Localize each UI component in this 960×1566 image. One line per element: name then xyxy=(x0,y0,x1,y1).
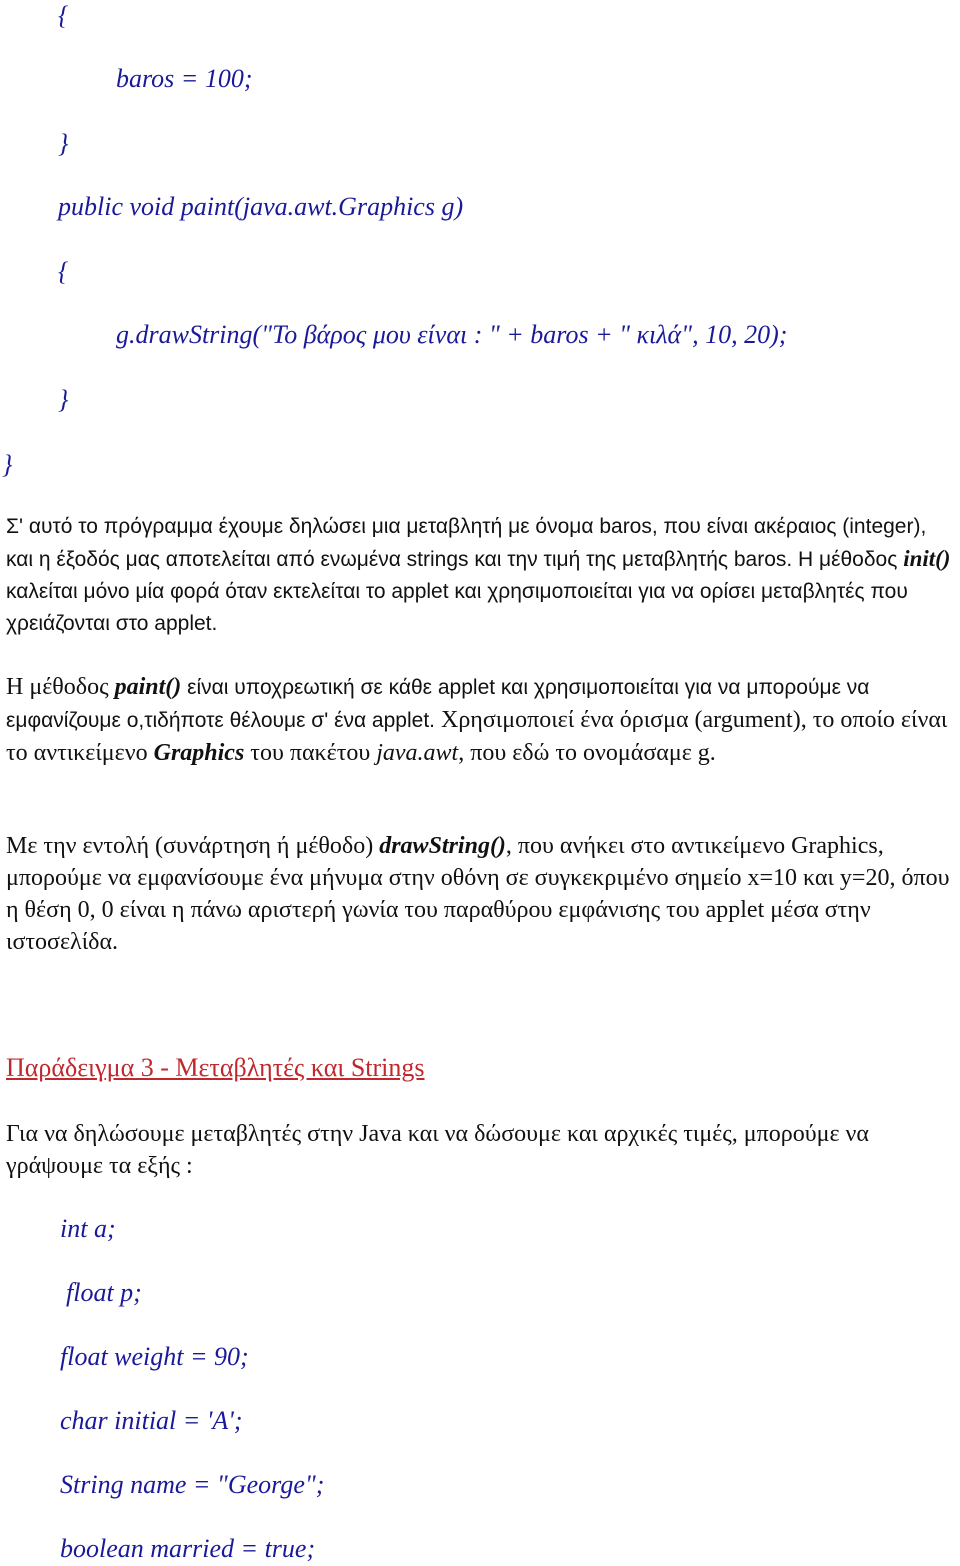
paragraph-text: Σ' αυτό το πρόγραμμα έχουμε δηλώσει μια μεταβλητή με όνομα baros, που είναι ακέραιος (integer), και η έξοδός μας αποτελείται από ενωμένα strings και την τιμή της μεταβλητής baros. Η μέθοδος xyxy=(6,515,927,571)
code-line: { xyxy=(58,1,69,30)
paragraph-text: είναι υποχρεωτική σε κάθε applet και χρησιμοποιείται για να μπορούμε να εμφανίζουμε ο,τιδήποτε θέλουμε σ' ένα applet. xyxy=(6,676,870,732)
code-line: } xyxy=(58,129,69,158)
paragraph-text: Χρησιμοποιεί ένα όρισμα (argument), το οποίο είναι το αντικείμενο xyxy=(6,707,948,766)
code-term-graphics: Graphics xyxy=(153,740,245,766)
code-line: public void paint(java.awt.Graphics g) xyxy=(58,192,464,221)
section-heading-link[interactable]: Παράδειγμα 3 - Μεταβλητές και Strings xyxy=(6,1053,425,1082)
paragraph-paint xyxy=(6,671,956,769)
code-line: } xyxy=(58,385,69,414)
code-line: { xyxy=(58,257,69,286)
code-line: float weight = 90; xyxy=(60,1342,249,1371)
paragraph-text: Με την εντολή (συνάρτηση ή μέθοδο) xyxy=(6,833,380,859)
code-line: int a; xyxy=(60,1214,116,1243)
code-term-init: init() xyxy=(903,546,951,571)
paragraph-drawstring xyxy=(6,830,956,958)
code-line: float p; xyxy=(66,1278,142,1307)
code-line: char initial = 'A'; xyxy=(60,1406,243,1435)
code-line: baros = 100; xyxy=(116,64,253,93)
paragraph-text: , που ανήκει στο αντικείμενο Graphics, μπορούμε να εμφανίσουμε ένα μήνυμα στην οθόνη σε συγκεκριμένο σημείο x=10 και y=20, όπου η θέση 0, 0 είναι η πάνω αριστερή γωνία του παραθύρου εμφάνισης του applet μέσα στην ιστοσελίδα. xyxy=(6,833,950,955)
paragraph-declare-variables: Για να δηλώσουμε μεταβλητές στην Java και να δώσουμε και αρχικές τιμές, μπορούμε να γράψουμε τα εξής : xyxy=(6,1121,869,1179)
code-line: g.drawString("Το βάρος μου είναι : " + baros + " κιλά", 10, 20); xyxy=(116,320,788,349)
code-term-drawstring: drawString() xyxy=(379,833,506,859)
paragraph-text: Η μέθοδος xyxy=(6,674,115,700)
paragraph-variables xyxy=(6,511,956,640)
code-line: boolean married = true; xyxy=(60,1534,316,1563)
paragraph-text: του πακέτου xyxy=(244,740,377,766)
code-term-paint: paint() xyxy=(114,674,182,700)
code-line: } xyxy=(2,450,13,479)
code-term-awt: java.awt xyxy=(376,740,459,766)
code-line: String name = "George"; xyxy=(60,1470,325,1499)
paragraph-text: καλείται μόνο μία φορά όταν εκτελείται το applet και χρησιμοποιείται για να ορίσει μεταβλητές που χρειάζονται στο applet. xyxy=(6,580,908,635)
paragraph-text: , που εδώ το ονομάσαμε g. xyxy=(458,740,716,766)
